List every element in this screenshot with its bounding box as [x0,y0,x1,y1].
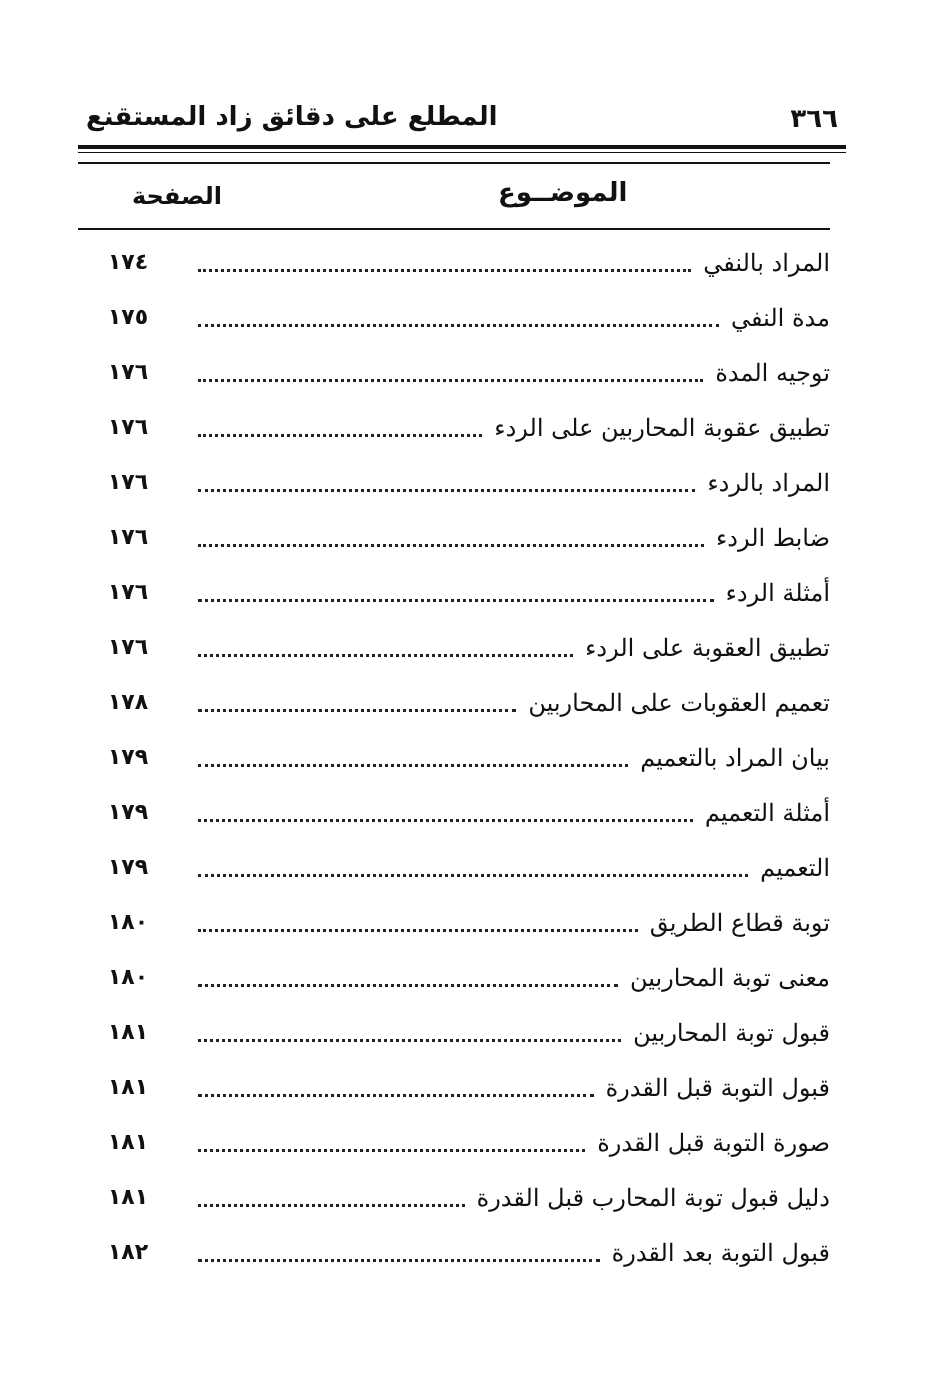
toc-row [78,735,830,775]
toc-page-number: ١٨٢ [107,1240,149,1265]
toc-page-number: ١٧٤ [107,250,149,275]
column-header-page: الصفحة [132,182,223,210]
toc-row [78,515,830,555]
toc-topic: ضابط الردء [716,524,830,552]
dot-leader [198,268,691,272]
toc-row [78,460,830,500]
header-rule-thin [78,152,846,153]
table-header-rule [78,228,830,230]
toc-page-number: ١٨١ [107,1185,149,1210]
toc-topic: توبة قطاع الطريق [649,909,830,937]
dot-leader [198,928,638,932]
toc-page-number: ١٨١ [107,1020,149,1045]
toc-topic: تعميم العقوبات على المحاربين [528,689,830,717]
dot-leader [198,1203,465,1207]
header-rule-thick [78,145,846,149]
toc-topic: أمثلة التعميم [704,799,830,827]
toc-topic: توجيه المدة [715,359,830,387]
toc-page-number: ١٧٦ [107,580,149,605]
toc-topic: أمثلة الردء [725,579,830,607]
toc-topic: مدة النفي [730,304,830,332]
toc-page-number: ١٧٦ [107,415,149,440]
toc-page-number: ١٧٨ [107,690,149,715]
toc-page-number: ١٧٦ [107,360,149,385]
toc-topic: تطبيق العقوبة على الردء [585,634,830,662]
toc-row [78,680,830,720]
toc-topic: قبول التوبة قبل القدرة [605,1074,830,1102]
toc-topic: قبول توبة المحاربين [633,1019,830,1047]
toc-row [78,240,830,280]
toc-row [78,625,830,665]
toc-page-number: ١٧٦ [107,470,149,495]
toc-row [78,405,830,445]
toc-row [78,1230,830,1270]
toc-topic: المراد بالنفي [703,249,830,277]
toc-page-number: ١٨٠ [107,965,149,990]
dot-leader [198,1093,594,1097]
toc-row [78,350,830,390]
book-title: المطلع على دقائق زاد المستقنع [86,102,498,132]
toc-row [78,1065,830,1105]
toc-topic: معنى توبة المحاربين [629,964,830,992]
dot-leader [198,323,719,327]
toc-page-number: ١٨٠ [107,910,149,935]
toc-page-number: ١٨١ [107,1130,149,1155]
toc-topic: دليل قبول توبة المحارب قبل القدرة [476,1184,830,1212]
dot-leader [198,543,704,547]
toc-page-number: ١٧٩ [107,800,149,825]
toc-page-number: ١٧٩ [107,855,149,880]
toc-page-number: ١٧٥ [107,305,149,330]
toc-row [78,1175,830,1215]
toc-row [78,900,830,940]
toc-topic: قبول التوبة بعد القدرة [611,1239,830,1267]
dot-leader [198,983,618,987]
toc-topic: التعميم [760,854,830,882]
toc-row [78,570,830,610]
toc-topic: صورة التوبة قبل القدرة [597,1129,830,1157]
table-top-rule [78,162,830,164]
dot-leader [198,1038,621,1042]
dot-leader [198,433,482,437]
toc-row [78,295,830,335]
toc-row [78,955,830,995]
dot-leader [198,598,714,602]
dot-leader [198,1258,600,1262]
page-number: ٣٦٦ [790,104,838,134]
toc-page-number: ١٧٩ [107,745,149,770]
toc-topic: تطبيق عقوبة المحاربين على الردء [494,414,830,442]
dot-leader [198,378,703,382]
toc-row [78,1120,830,1160]
toc-page-number: ١٧٦ [107,635,149,660]
column-header-topic: الموضــوع [498,178,628,208]
running-header [78,100,846,144]
toc-topic: بيان المراد بالتعميم [640,744,830,772]
dot-leader [198,1148,585,1152]
toc-row [78,1010,830,1050]
dot-leader [198,488,695,492]
toc-page-number: ١٧٦ [107,525,149,550]
dot-leader [198,763,628,767]
dot-leader [198,873,748,877]
toc-topic: المراد بالردء [707,469,830,497]
toc-page-number: ١٨١ [107,1075,149,1100]
dot-leader [198,708,516,712]
dot-leader [198,818,693,822]
dot-leader [198,653,573,657]
toc-row [78,845,830,885]
toc-row [78,790,830,830]
